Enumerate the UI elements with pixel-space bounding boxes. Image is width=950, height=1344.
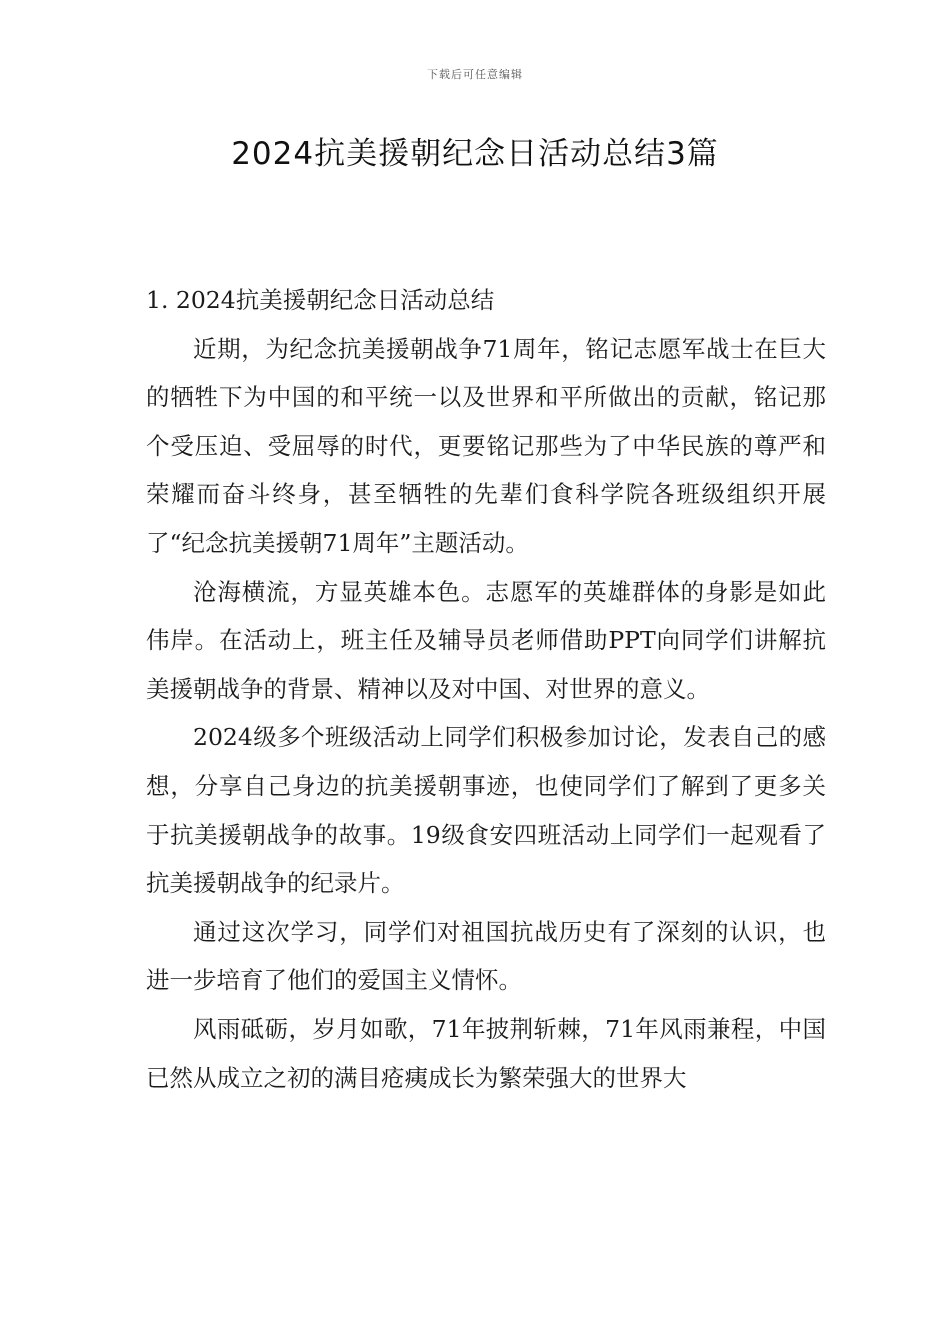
header-note: 下载后可任意编辑 [427, 68, 523, 81]
document-body [146, 276, 826, 1102]
paragraph: 2024级多个班级活动上同学们积极参加讨论，发表自己的感想，分享自己身边的抗美援朝事迹，也使同学们了解到了更多关于抗美援朝战争的故事。19级食安四班活动上同学们一起观看了抗美援朝战争的纪录片。 [146, 723, 826, 898]
paragraph: 风雨砥砺，岁月如歌，71年披荆斩棘，71年风雨兼程，中国已然从成立之初的满目疮痍成长为繁荣强大的世界大 [146, 1014, 826, 1092]
section-heading: 1. 2024抗美援朝纪念日活动总结 [146, 286, 495, 314]
document-title: 2024抗美援朝纪念日活动总结3篇 [231, 136, 719, 172]
paragraph: 通过这次学习，同学们对祖国抗战历史有了深刻的认识，也进一步培育了他们的爱国主义情怀。 [146, 917, 826, 995]
paragraph: 沧海横流，方显英雄本色。志愿军的英雄群体的身影是如此伟岸。在活动上，班主任及辅导员老师借助PPT向同学们讲解抗美援朝战争的背景、精神以及对中国、对世界的意义。 [146, 577, 826, 703]
paragraph: 近期，为纪念抗美援朝战争71周年，铭记志愿军战士在巨大的牺牲下为中国的和平统一以及世界和平所做出的贡献，铭记那个受压迫、受屈辱的时代，更要铭记那些为了中华民族的尊严和荣耀而奋斗终身，甚至牺牲的先辈们食科学院各班级组织开展了“纪念抗美援朝71周年”主题活动。 [146, 334, 826, 557]
